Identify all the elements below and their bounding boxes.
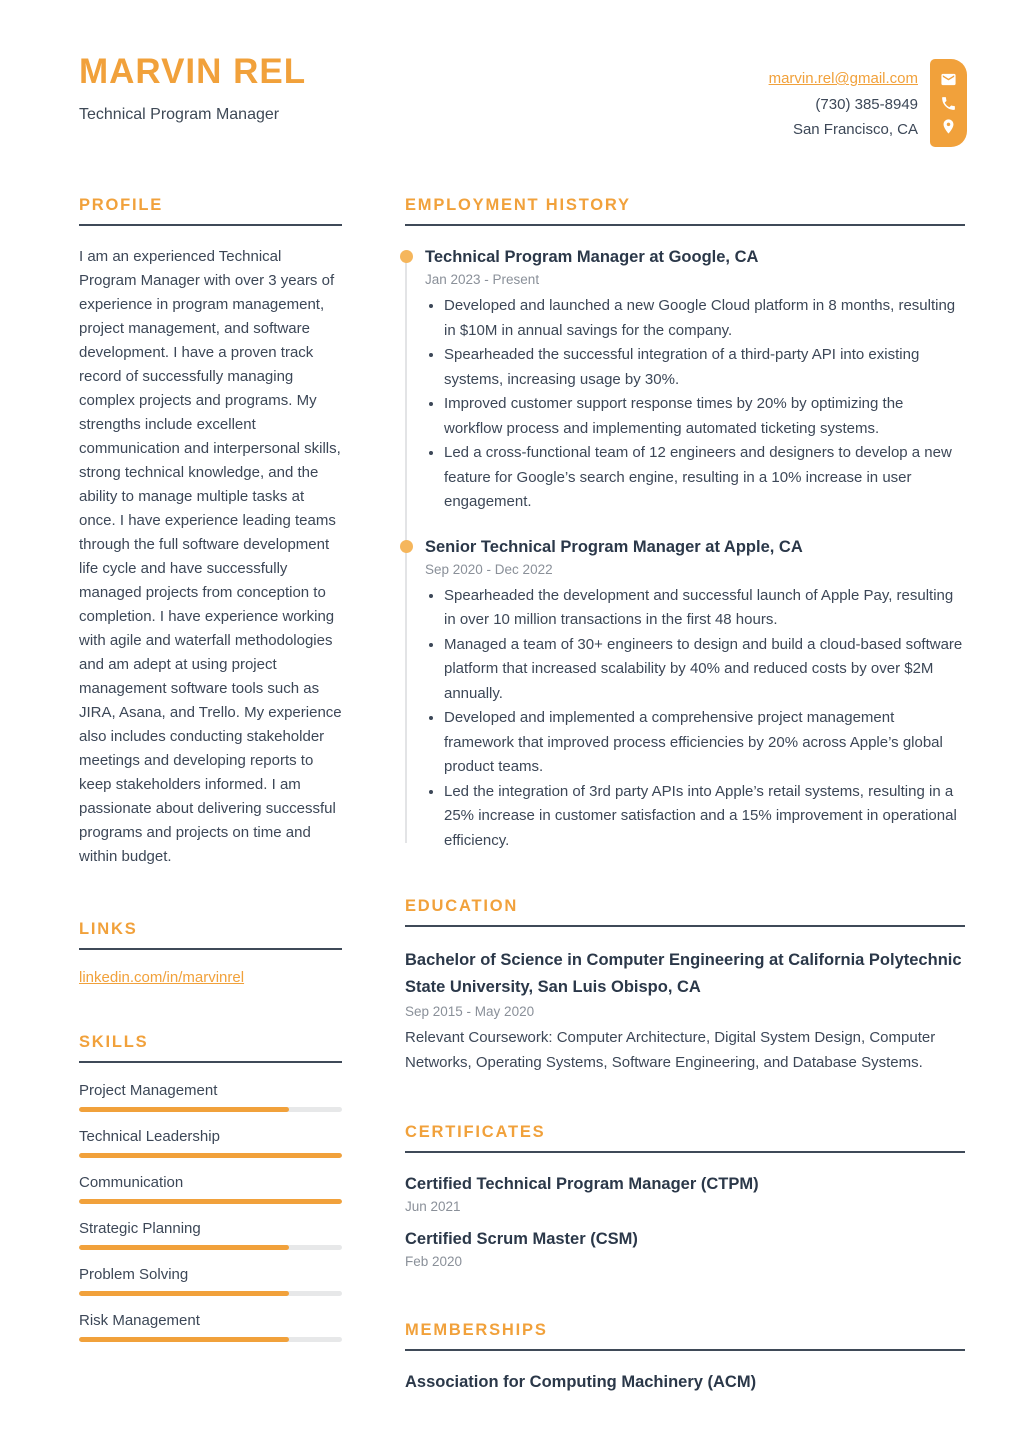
- education-section: [405, 897, 965, 1075]
- certificates-list: [405, 1173, 965, 1269]
- jobs-list: [405, 246, 965, 853]
- certificates-section: [405, 1123, 965, 1269]
- contact-block: [769, 66, 918, 143]
- job-bullet: • Managed a team of 30+ engineers to design and build a cloud-based software platform that increased scalability by 40% and reduced costs by over $2M annually.: [444, 633, 965, 707]
- contact-email-row: [769, 66, 918, 92]
- certificate-entry: [405, 1173, 965, 1214]
- job-entry: [405, 536, 965, 854]
- job-dates: Sep 2020 - Dec 2022: [425, 561, 553, 577]
- skill-item: [79, 1266, 342, 1296]
- job-entry: [405, 246, 965, 515]
- skill-level-fill: [79, 1291, 289, 1296]
- certificate-entry-dates: Feb 2020: [405, 1254, 463, 1269]
- memberships-heading: MEMBERSHIPS: [405, 1321, 965, 1351]
- job-bullet: • Developed and implemented a comprehensive project management framework that improved process efficiencies by 20% across Apple’s global product teams.: [444, 706, 965, 780]
- certificate-entry-dates: Jun 2021: [405, 1199, 461, 1214]
- email-link[interactable]: marvin.rel@gmail.com: [768, 70, 918, 87]
- job-dates: Jan 2023 - Present: [425, 272, 540, 287]
- job-bullet: • Spearheaded the development and successful launch of Apple Pay, resulting in over 10 million transactions in the first 48 hours.: [444, 584, 965, 633]
- timeline-dot-icon: [400, 250, 413, 263]
- right-column: [405, 196, 965, 1394]
- employment-heading: EMPLOYMENT HISTORY: [405, 196, 965, 226]
- skills-heading: SKILLS: [79, 1033, 342, 1063]
- skill-level-fill: [79, 1245, 289, 1250]
- skill-level-fill: [79, 1107, 289, 1112]
- left-column: [79, 196, 342, 1358]
- job-bullet: • Led a cross-functional team of 12 engineers and designers to develop a new feature for Google’s search engine, resulting in a 10% increase in user engagement.: [444, 441, 965, 515]
- skill-name: Risk Management: [79, 1312, 200, 1329]
- skill-level-bar: [79, 1199, 342, 1204]
- skill-name: Project Management: [79, 1082, 218, 1099]
- job-bullet: • Spearheaded the successful integration of a third-party API into existing systems, increasing usage by 30%.: [444, 343, 965, 392]
- job-bullet-list: [425, 294, 965, 515]
- profile-text: I am an experienced Technical Program Manager with over 3 years of experience in program management, project management, and software development. I have a proven track record of successfully managing complex projects and programs. My strengths include excellent communication and interpersonal skills, strong technical knowledge, and the ability to manage multiple tasks at once. I have experience leading teams through the full software development life cycle and have successfully managed projects from conception to completion. I have experience working with agile and waterfall methodologies and am adept at using project management software tools such as JIRA, Asana, and Trello. My experience also includes conducting stakeholder meetings and developing reports to keep stakeholders informed. I am passionate about delivering successful programs and projects on time and within budget.: [79, 248, 342, 865]
- certificates-heading: CERTIFICATES: [405, 1123, 965, 1153]
- candidate-job-title: Technical Program Manager: [79, 106, 280, 123]
- memberships-list: [405, 1371, 965, 1394]
- profile-section: [79, 196, 342, 869]
- skills-section: [79, 1033, 342, 1342]
- skill-level-bar: [79, 1337, 342, 1342]
- skill-level-bar: [79, 1153, 342, 1158]
- skill-level-bar: [79, 1107, 342, 1112]
- job-bullet: • Improved customer support response times by 20% by optimizing the workflow process and implementing automated ticketing systems.: [444, 392, 965, 441]
- job-bullet-list: [425, 584, 965, 854]
- location-pin-icon: [940, 118, 957, 135]
- membership-entry: [405, 1371, 965, 1394]
- job-bullet: • Developed and launched a new Google Cloud platform in 8 months, resulting in $10M in annual savings for the company.: [444, 294, 965, 343]
- skill-level-fill: [79, 1337, 289, 1342]
- membership-entry-title: Association for Computing Machinery (ACM): [405, 1373, 757, 1391]
- employment-section: [405, 196, 965, 853]
- skill-level-bar: [79, 1291, 342, 1296]
- skill-item: [79, 1312, 342, 1342]
- linkedin-link[interactable]: linkedin.com/in/marvinrel: [79, 969, 245, 986]
- education-entry-description: Relevant Coursework: Computer Architecture, Digital System Design, Computer Networks, Operating Systems, Software Engineering, and Database Systems.: [405, 1029, 936, 1071]
- certificate-entry: [405, 1228, 965, 1269]
- profile-heading: PROFILE: [79, 196, 342, 226]
- skill-name: Problem Solving: [79, 1266, 189, 1283]
- contact-icon-strip: [930, 59, 967, 147]
- skill-item: [79, 1128, 342, 1158]
- candidate-name: MARVIN REL: [79, 52, 307, 91]
- education-entry: [405, 947, 965, 1075]
- education-heading: EDUCATION: [405, 897, 965, 927]
- skill-item: [79, 1220, 342, 1250]
- education-entry-dates: Sep 2015 - May 2020: [405, 1004, 535, 1019]
- links-section: [79, 920, 342, 987]
- skill-level-bar: [79, 1245, 342, 1250]
- job-bullet: • Led the integration of 3rd party APIs into Apple’s retail systems, resulting in a 25% increase in customer satisfaction and a 15% improvement in operational efficiency.: [444, 780, 965, 854]
- phone-icon: [940, 95, 957, 112]
- certificate-entry-title: Certified Scrum Master (CSM): [405, 1230, 638, 1248]
- skill-level-fill: [79, 1199, 342, 1204]
- skill-name: Communication: [79, 1174, 184, 1191]
- links-heading: LINKS: [79, 920, 342, 950]
- skills-list: [79, 1082, 342, 1342]
- skill-name: Technical Leadership: [79, 1128, 220, 1145]
- job-title: Technical Program Manager at Google, CA: [425, 248, 759, 266]
- education-entry-title: Bachelor of Science in Computer Engineering at California Polytechnic State University, San Luis Obispo, CA: [405, 951, 962, 996]
- memberships-section: [405, 1321, 965, 1394]
- skill-item: [79, 1174, 342, 1204]
- contact-phone: (730) 385-8949: [815, 95, 918, 113]
- job-title: Senior Technical Program Manager at Apple, CA: [425, 537, 803, 556]
- certificate-entry-title: Certified Technical Program Manager (CTPM): [405, 1175, 759, 1193]
- timeline-dot-icon: [400, 540, 413, 553]
- contact-location: San Francisco, CA: [792, 121, 918, 138]
- skill-name: Strategic Planning: [79, 1220, 201, 1237]
- mail-icon: [940, 71, 957, 88]
- education-list: [405, 947, 965, 1075]
- skill-level-fill: [79, 1153, 342, 1158]
- skill-item: [79, 1082, 342, 1112]
